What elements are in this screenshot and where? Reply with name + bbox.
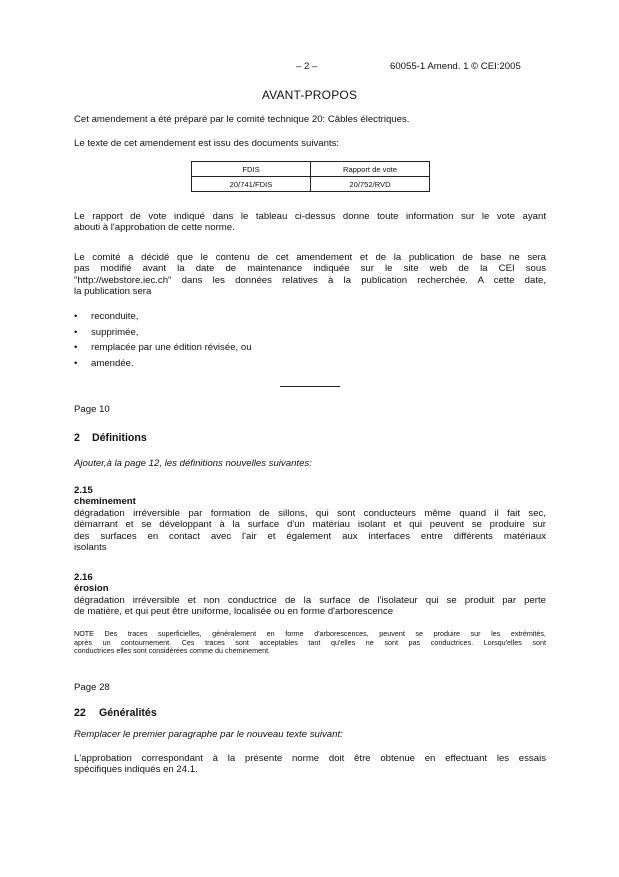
paragraph-line: des surfaces en contact avec l'air et également aux interfaces entre différents matériaux	[74, 530, 546, 542]
intro-paragraph-2: Le texte de cet amendement est issu des documents suivants:	[74, 138, 340, 149]
table-row	[192, 177, 430, 192]
definition-number: 2.16	[74, 572, 93, 583]
paragraph-line: L'approbation correspondant à la présente norme doit être obtenue en effectuant les essais	[74, 753, 546, 764]
table-header-cell: FDIS	[192, 162, 311, 177]
definition-term: érosion	[74, 583, 109, 595]
paragraph-line: Le comité a décidé que le contenu de cet amendement et de la publication de base ne sera	[74, 252, 546, 263]
section-title: Définitions	[92, 432, 147, 444]
bullet-icon: •	[74, 357, 78, 369]
paragraph-line: conductrices elles sont considérées comme du cheminement.	[74, 646, 271, 656]
section-number: 22	[74, 707, 86, 719]
page-number: – 2 –	[296, 61, 318, 72]
definition-2-16	[74, 572, 546, 618]
paragraph-line: dégradation irréversible par formation de sillons, qui sont conducteurs même quand il fait sec,	[74, 507, 546, 519]
table-header-row	[192, 162, 430, 177]
section-divider	[280, 386, 340, 387]
table-cell: 20/752/RVD	[311, 177, 430, 192]
paragraph-line: Le rapport de vote indiqué dans le tableau ci-dessus donne toute information sur le vote ayant	[74, 211, 546, 222]
paragraph-line: de matière, et qui peut être uniforme, localisée ou en forme d'arborescence	[74, 606, 394, 618]
approval-paragraph	[74, 753, 546, 776]
section-number: 2	[74, 432, 80, 444]
list-item: • remplacée par une édition révisée, ou	[74, 340, 252, 356]
bullet-icon: •	[74, 326, 78, 338]
bullet-icon: •	[74, 342, 78, 353]
section-heading-definitions	[74, 432, 147, 444]
definition-number: 2.15	[74, 485, 93, 496]
paragraph-line: dégradation irréversible et non conductrice de la surface de l'isolateur qui se produit par perte	[74, 594, 546, 606]
paragraph-line: abouti à l'approbation de cette norme.	[74, 222, 235, 234]
paragraph-line: isolants	[74, 542, 107, 554]
paragraph-line: spécifiques indiqués en 24.1.	[74, 764, 198, 776]
paragraph-line: démarrant et se développant à la surface d'un matériau isolant et qui peuvent se produire sur	[74, 519, 546, 531]
vote-documents-table	[191, 161, 430, 192]
table-cell: 20/741/FDIS	[192, 177, 311, 192]
instruction-text: Ajouter,à la page 12, les définitions nouvelles suivantes:	[74, 458, 312, 469]
list-item: • amendée.	[74, 356, 252, 372]
page-reference-10: Page 10	[74, 404, 110, 415]
document-reference: 60055-1 Amend. 1 © CEI:2005	[390, 61, 521, 72]
paragraph-line: la publication sera	[74, 286, 152, 298]
publication-options-list	[74, 309, 252, 371]
list-item: • supprimée,	[74, 325, 252, 341]
section-heading-generalites	[74, 707, 157, 719]
intro-paragraph-1: Cet amendement a été préparé par le comité technique 20: Câbles électriques.	[74, 114, 410, 125]
vote-info-paragraph	[74, 211, 546, 234]
paragraph-line: après un contournement. Ces traces sont acceptables tant qu'elles ne sont pas conductrices. Lorsqu'elles sont	[74, 637, 546, 647]
note-paragraph	[74, 630, 546, 656]
list-item: • reconduite,	[74, 309, 252, 325]
paragraph-line: "http://webstore.iec.ch" dans les données relatives à la publication recherchée. A cette date,	[74, 274, 546, 286]
paragraph-line: pas modifié avant la date de maintenance indiquée sur le site web de la CEI sous	[74, 263, 546, 275]
instruction-text: Remplacer le premier paragraphe par le nouveau texte suivant:	[74, 729, 343, 740]
bullet-icon: •	[74, 311, 78, 322]
definition-2-15	[74, 485, 546, 553]
paragraph-line: NOTE Des traces superficielles, généralement en forme d'arborescences, peuvent se produire sur les extrémités,	[74, 629, 546, 638]
table-header-cell: Rapport de vote	[311, 162, 430, 177]
section-title: Généralités	[99, 707, 157, 719]
page-title: AVANT-PROPOS	[261, 88, 358, 102]
page-reference-28: Page 28	[74, 682, 110, 693]
committee-paragraph	[74, 252, 546, 298]
definition-term: cheminement	[74, 496, 136, 508]
